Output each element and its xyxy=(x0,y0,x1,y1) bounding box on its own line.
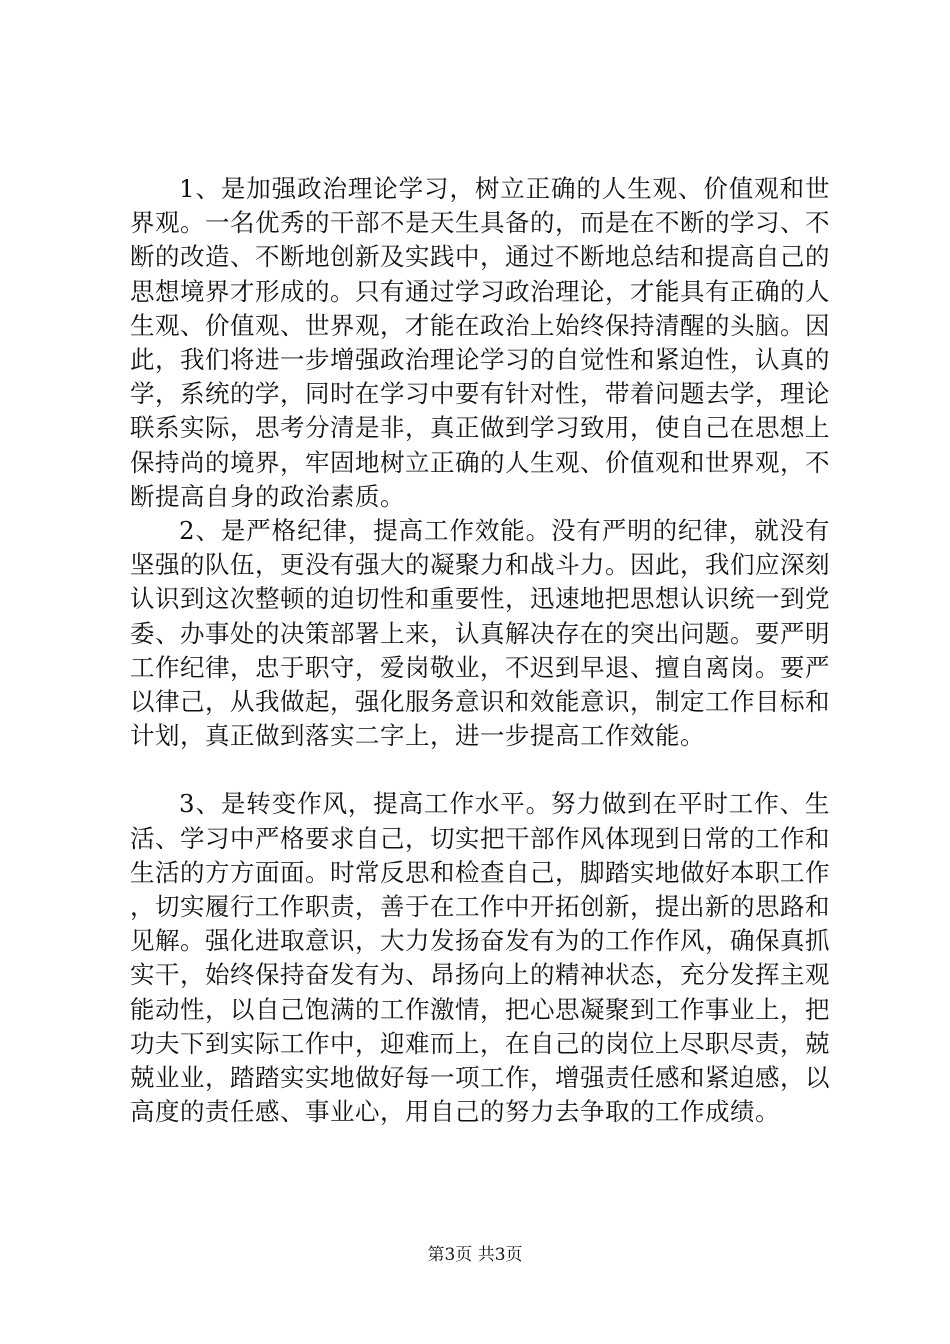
paragraph-2: 2、是严格纪律，提高工作效能。没有严明的纪律，就没有坚强的队伍，更没有强大的凝聚力和战斗力。因此，我们应深刻认识到这次整顿的迫切性和重要性，迅速地把思想认识统一到党委、办事处的决策部署上来，认真解决存在的突出问题。要严明工作纪律，忠于职守，爱岗敬业，不迟到早退、擅自离岗。要严以律己，从我做起，强化服务意识和效能意识，制定工作目标和计划，真正做到落实二字上，进一步提高工作效能。 xyxy=(130,516,830,751)
page-number-footer: 第3页 共3页 xyxy=(427,1245,523,1265)
paragraph-1: 1、是加强政治理论学习，树立正确的人生观、价值观和世界观。一名优秀的干部不是天生具备的，而是在不断的学习、不断的改造、不断地创新及实践中，通过不断地总结和提高自己的思想境界才形成的。只有通过学习政治理论，才能具有正确的人生观、价值观、世界观，才能在政治上始终保持清醒的头脑。因此，我们将进一步增强政治理论学习的自觉性和紧迫性，认真的学，系统的学，同时在学习中要有针对性，带着问题去学，理论联系实际，思考分清是非，真正做到学习致用，使自己在思想上保持尚的境界，牢固地树立正确的人生观、价值观和世界观，不断提高自身的政治素质。 xyxy=(130,174,830,511)
paragraph-3: 3、是转变作风，提高工作水平。努力做到在平时工作、生活、学习中严格要求自己，切实把干部作风体现到日常的工作和生活的方方面面。时常反思和检查自己，脚踏实地做好本职工作，切实履行工作职责，善于在工作中开拓创新，提出新的思路和见解。强化进取意识，大力发扬奋发有为的工作作风，确保真抓实干，始终保持奋发有为、昂扬向上的精神状态，充分发挥主观能动性，以自己饱满的工作激情，把心思凝聚到工作事业上，把功夫下到实际工作中，迎难而上，在自己的岗位上尽职尽责，兢兢业业，踏踏实实地做好每一项工作，增强责任感和紧迫感，以高度的责任感、事业心，用自己的努力去争取的工作成绩。 xyxy=(130,789,830,1127)
document-body xyxy=(130,172,830,1129)
